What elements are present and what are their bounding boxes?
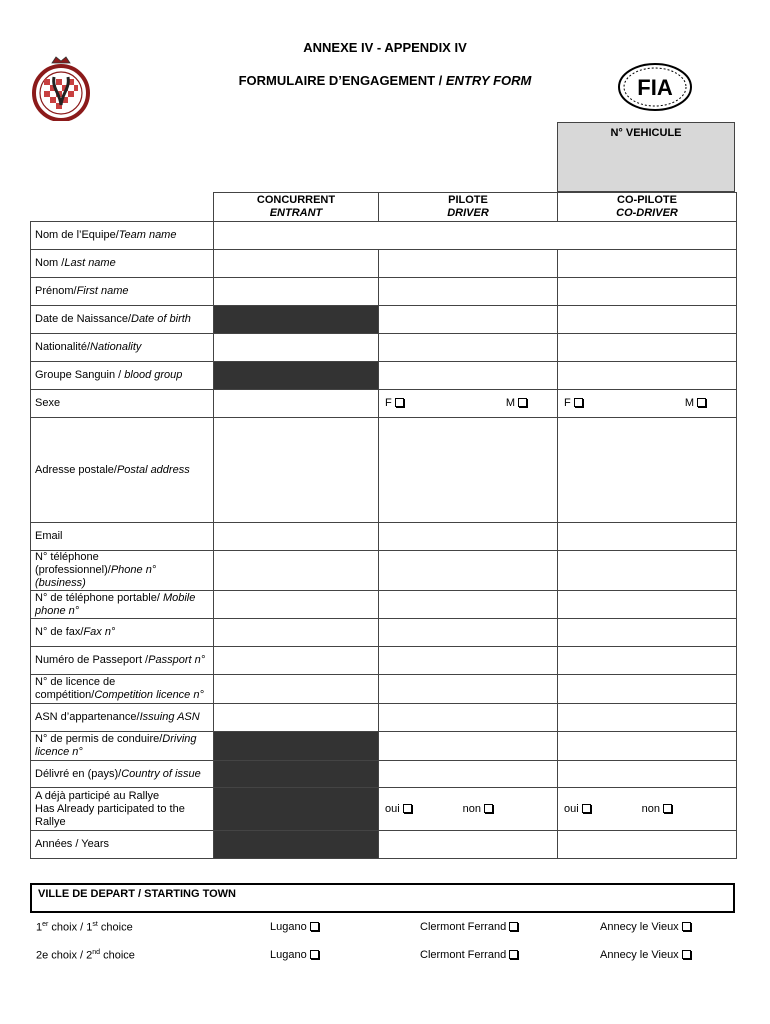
row-label-country-issue (31, 761, 214, 788)
row-label-years (31, 831, 214, 859)
checkbox-icon[interactable] (682, 922, 691, 931)
col-driver-fr: PILOTE (448, 194, 488, 206)
codriver-fax-field[interactable] (558, 619, 737, 647)
choice1-mid: choix / 1 (48, 921, 93, 934)
col-entrant-header (214, 193, 379, 222)
codriver-nationality-field[interactable] (558, 334, 737, 362)
row-label-participated (31, 788, 214, 831)
team-label-fr: Nom de l’Equipe/ (35, 229, 119, 241)
blood-label-fr: Groupe Sanguin / (35, 369, 125, 381)
driver-issued-field[interactable] (379, 761, 558, 788)
fia-logo-text: FIA (637, 75, 673, 100)
driver-phone-field[interactable] (379, 551, 558, 591)
checkbox-icon[interactable] (582, 804, 591, 813)
address-label-en: Postal address (116, 463, 190, 476)
issued-label-en: Country of issue (121, 767, 201, 780)
row-label-blood-group (31, 362, 214, 390)
col-driver-header (379, 193, 558, 222)
driver-nationality-field[interactable] (379, 334, 558, 362)
codriver-sex-f[interactable] (564, 397, 583, 410)
choice2-sup: nd (92, 949, 101, 956)
nat-label-en: Nationality (90, 341, 142, 353)
fax-label-fr: N° de fax/ (35, 626, 84, 638)
entrant-participated-disabled (214, 788, 379, 831)
driver-sex-f-label: F (385, 397, 392, 409)
last-label-en: Last name (64, 257, 116, 269)
entrant-passport-field[interactable] (214, 647, 379, 675)
codriver-no-label: non (641, 802, 660, 815)
entrant-dob-disabled (214, 306, 379, 334)
second-choice-row (30, 949, 735, 969)
codriver-email-field[interactable] (558, 523, 737, 551)
fia-logo (617, 62, 693, 112)
passport-label-fr: Numéro de Passeport / (35, 654, 149, 666)
codriver-phone-field[interactable] (558, 551, 737, 591)
passport-label-en: Passport n° (148, 654, 206, 666)
issued-label-fr: Délivré en (pays)/ (35, 767, 122, 780)
codriver-driving-field[interactable] (558, 732, 737, 761)
codriver-sex-field (558, 390, 737, 418)
first-choice-annecy[interactable] (600, 921, 691, 933)
choice2-post: choice (100, 949, 135, 962)
row-label-mobile (31, 591, 214, 619)
entrant-driving-disabled (214, 732, 379, 761)
row-label-last-name (31, 250, 214, 278)
town-lugano-label: Lugano (270, 949, 307, 961)
first-label-en: First name (76, 285, 129, 297)
codriver-last-name-field[interactable] (558, 250, 737, 278)
participated-label-fr: A déjà participé au Rallye (35, 789, 160, 802)
vehicle-number-box[interactable] (557, 122, 735, 192)
row-label-fax (31, 619, 214, 647)
sex-label: Sexe (35, 397, 61, 409)
codriver-blood-field[interactable] (558, 362, 737, 390)
codriver-dob-field[interactable] (558, 306, 737, 334)
second-choice-annecy[interactable] (600, 949, 691, 961)
entrant-email-field[interactable] (214, 523, 379, 551)
choice2-pre: 2e choix / 2 (36, 949, 93, 962)
phone-label-en: Phone n° (business) (35, 564, 157, 589)
entrant-asn-field[interactable] (214, 704, 379, 732)
mobile-label-en: Mobile phone n° (35, 591, 196, 617)
row-label-email (31, 523, 214, 551)
subtitle-en: ENTRY FORM (445, 73, 532, 88)
checkbox-icon[interactable] (574, 398, 583, 407)
col-entrant-en: ENTRANT (269, 207, 323, 219)
codriver-asn-field[interactable] (558, 704, 737, 732)
checkbox-icon[interactable] (395, 398, 404, 407)
driver-participated-no[interactable] (463, 803, 493, 816)
first-choice-clermont[interactable] (420, 921, 518, 933)
participated-label-en: Has Already participated to the Rallye (35, 802, 185, 828)
starting-town-title: VILLE DE DEPART / STARTING TOWN (38, 888, 236, 900)
entrant-licence-field[interactable] (214, 675, 379, 704)
driver-dob-field[interactable] (379, 306, 558, 334)
checkbox-icon[interactable] (310, 950, 319, 959)
row-label-sex (31, 390, 214, 418)
checkbox-icon[interactable] (509, 922, 518, 931)
checkbox-icon[interactable] (663, 804, 672, 813)
licence-label-fr: N° de licence de compétition/ (35, 676, 116, 701)
driver-email-field[interactable] (379, 523, 558, 551)
codriver-participated-field (558, 788, 737, 831)
driver-last-name-field[interactable] (379, 250, 558, 278)
entry-form-table (30, 192, 737, 859)
row-label-asn (31, 704, 214, 732)
last-label-fr: Nom / (35, 257, 65, 269)
col-entrant-fr: CONCURRENT (256, 194, 336, 206)
years-label: Années / Years (35, 838, 110, 850)
col-codriver-header (558, 193, 737, 222)
driver-yes-label: oui (385, 802, 400, 815)
codriver-issued-field[interactable] (558, 761, 737, 788)
address-label-fr: Adresse postale/ (35, 463, 117, 476)
driver-licence-field[interactable] (379, 675, 558, 704)
driver-years-field[interactable] (379, 831, 558, 859)
nat-label-fr: Nationalité/ (35, 341, 91, 353)
entrant-nationality-field[interactable] (214, 334, 379, 362)
town-lugano-label: Lugano (270, 921, 307, 933)
page-title: ANNEXE IV - APPENDIX IV (303, 40, 467, 55)
team-label-en: Team name (118, 229, 177, 241)
checkbox-icon[interactable] (484, 804, 493, 813)
driver-blood-field[interactable] (379, 362, 558, 390)
col-driver-en: DRIVER (447, 207, 489, 219)
entrant-mobile-field[interactable] (214, 591, 379, 619)
codriver-participated-no[interactable] (642, 803, 672, 816)
checkbox-icon[interactable] (403, 804, 412, 813)
row-label-nationality (31, 334, 214, 362)
col-codriver-fr: CO-PILOTE (617, 194, 677, 206)
first-label-fr: Prénom/ (35, 285, 77, 297)
row-label-team (31, 222, 214, 250)
second-choice-lugano[interactable] (270, 949, 319, 961)
codriver-address-field[interactable] (558, 418, 737, 523)
codriver-licence-field[interactable] (558, 675, 737, 704)
driving-label-fr: N° de permis de conduire/ (35, 733, 163, 745)
blood-label-en: blood group (124, 369, 183, 381)
codriver-sex-m[interactable] (685, 397, 706, 410)
vehicle-number-label: N° VEHICULE (610, 127, 682, 139)
first-choice-row (30, 921, 735, 941)
entrant-blood-disabled (214, 362, 379, 390)
driver-sex-m-label: M (505, 397, 515, 409)
email-label: Email (35, 530, 63, 542)
monaco-crest-logo (30, 53, 92, 121)
choice1-pre: 1 (36, 921, 43, 934)
driver-first-name-field[interactable] (379, 278, 558, 306)
driver-no-label: non (462, 802, 481, 815)
col-codriver-en: CO-DRIVER (616, 207, 678, 219)
mobile-label-fr: N° de téléphone portable/ (35, 591, 163, 604)
codriver-passport-field[interactable] (558, 647, 737, 675)
entrant-address-field[interactable] (214, 418, 379, 523)
town-annecy-label: Annecy le Vieux (600, 949, 679, 961)
row-label-first-name (31, 278, 214, 306)
row-label-address (31, 418, 214, 523)
driver-participated-field (379, 788, 558, 831)
row-label-licence (31, 675, 214, 704)
row-label-passport (31, 647, 214, 675)
checkbox-icon[interactable] (518, 398, 527, 407)
driver-fax-field[interactable] (379, 619, 558, 647)
entrant-last-name-field[interactable] (214, 250, 379, 278)
starting-town-header (30, 883, 735, 913)
fax-label-en: Fax n° (83, 626, 116, 638)
checkbox-icon[interactable] (509, 950, 518, 959)
codriver-years-field[interactable] (558, 831, 737, 859)
driver-sex-f[interactable] (385, 397, 404, 410)
dob-label-fr: Date de Naissance/ (35, 313, 131, 325)
codriver-sex-f-label: F (564, 397, 571, 409)
team-name-field[interactable] (214, 222, 737, 250)
driving-label-en: Driving licence n° (35, 733, 197, 758)
first-choice-label (36, 921, 133, 934)
licence-label-en: Competition licence n° (94, 689, 204, 701)
checkbox-icon[interactable] (682, 950, 691, 959)
codriver-yes-label: oui (564, 802, 579, 815)
town-annecy-label: Annecy le Vieux (600, 921, 679, 933)
row-label-driving-licence (31, 732, 214, 761)
driver-sex-m[interactable] (506, 397, 527, 410)
codriver-participated-yes[interactable] (564, 803, 591, 816)
subtitle-fr: FORMULAIRE D’ENGAGEMENT / (238, 73, 446, 88)
entrant-issued-disabled (214, 761, 379, 788)
asn-label-en: Issuing ASN (139, 711, 200, 723)
dob-label-en: Date of birth (131, 313, 191, 325)
second-choice-clermont[interactable] (420, 949, 518, 961)
entrant-years-disabled (214, 831, 379, 859)
codriver-first-name-field[interactable] (558, 278, 737, 306)
entrant-sex-field[interactable] (214, 390, 379, 418)
choice1-sup2: st (92, 921, 98, 928)
entrant-phone-field[interactable] (214, 551, 379, 591)
row-label-phone (31, 551, 214, 591)
entrant-fax-field[interactable] (214, 619, 379, 647)
choice1-sup: er (42, 921, 49, 928)
driver-driving-field[interactable] (379, 732, 558, 761)
driver-address-field[interactable] (379, 418, 558, 523)
first-choice-lugano[interactable] (270, 921, 319, 933)
entrant-first-name-field[interactable] (214, 278, 379, 306)
town-clermont-label: Clermont Ferrand (420, 921, 507, 933)
driver-sex-field (379, 390, 558, 418)
driver-passport-field[interactable] (379, 647, 558, 675)
driver-mobile-field[interactable] (379, 591, 558, 619)
checkbox-icon[interactable] (310, 922, 319, 931)
phone-label-fr: N° téléphone (professionnel)/ (35, 551, 111, 576)
choice1-post: choice (97, 921, 133, 934)
checkbox-icon[interactable] (697, 398, 706, 407)
second-choice-label (36, 949, 135, 962)
driver-participated-yes[interactable] (385, 803, 412, 816)
codriver-mobile-field[interactable] (558, 591, 737, 619)
row-label-dob (31, 306, 214, 334)
asn-label-fr: ASN d’appartenance/ (35, 711, 140, 723)
town-clermont-label: Clermont Ferrand (420, 949, 507, 961)
codriver-sex-m-label: M (684, 397, 694, 409)
header-blank-cell (31, 193, 214, 222)
driver-asn-field[interactable] (379, 704, 558, 732)
